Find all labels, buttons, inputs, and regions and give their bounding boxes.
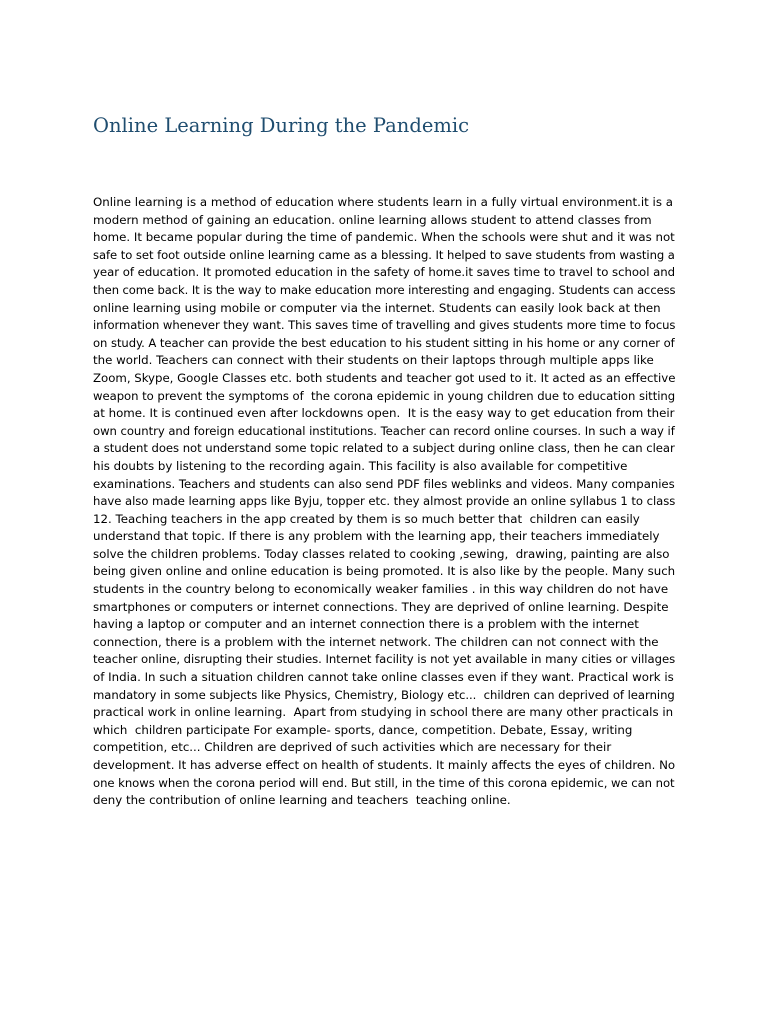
paragraph-line: one knows when the corona period will end. But still, in the time of this corona epidemic, we can not (93, 775, 675, 790)
paragraph-line: the world. Teachers can connect with their students on their laptops through multiple apps like (93, 353, 654, 368)
paragraph-line: online learning using mobile or computer via the internet. Students can easily look back at then (93, 300, 661, 315)
paragraph-line: 12. Teaching teachers in the app created by them is so much better that children can easily (93, 511, 640, 526)
paragraph-line: understand that topic. If there is any problem with the learning app, their teachers immediately (93, 529, 660, 544)
paragraph-line: information whenever they want. This saves time of travelling and gives students more time to focus (93, 318, 676, 333)
paragraph-line: mandatory in some subjects like Physics, Chemistry, Biology etc... children can deprived of learning (93, 687, 675, 702)
paragraph-line: teacher online, disrupting their studies. Internet facility is not yet available in many cities or villages (93, 652, 676, 667)
paragraph-line: home. It became popular during the time of pandemic. When the schools were shut and it was not (93, 230, 675, 245)
paragraph-line: examinations. Teachers and students can also send PDF files weblinks and videos. Many companies (93, 476, 675, 491)
paragraph-line: then come back. It is the way to make education more interesting and engaging. Students can access (93, 282, 676, 297)
paragraph-line: Online learning is a method of education where students learn in a fully virtual environment.it is a (93, 195, 673, 209)
paragraph-line: safe to set foot outside online learning came as a blessing. It helped to save students from wasting a (93, 247, 675, 262)
paragraph-line: deny the contribution of online learning and teachers teaching online. (93, 793, 511, 808)
document-title: Online Learning During the Pandemic (93, 114, 470, 137)
paragraph-line: which children participate For example- sports, dance, competition. Debate, Essay, writing (93, 722, 633, 737)
paragraph-line: having a laptop or computer and an internet connection there is a problem with the internet (93, 617, 639, 632)
paragraph-line: year of education. It promoted education in the safety of home.it saves time to travel to school and (93, 265, 676, 280)
paragraph-line: have also made learning apps like Byju, topper etc. they almost provide an online syllabus 1 to class (93, 494, 676, 509)
document-body (93, 194, 675, 810)
paragraph-line: development. It has adverse effect on health of students. It mainly affects the eyes of children. No (93, 758, 676, 772)
paragraph-line: own country and foreign educational institutions. Teacher can record online courses. In such a way if (93, 423, 675, 438)
paragraph-line: at home. It is continued even after lockdowns open. It is the easy way to get education from their (93, 406, 675, 421)
paragraph-line: practical work in online learning. Apart from studying in school there are many other practicals in (93, 705, 674, 720)
paragraph-line: a student does not understand some topic related to a subject during online class, then he can clear (93, 441, 675, 456)
paragraph-line: his doubts by listening to the recording again. This facility is also available for competitive (93, 458, 628, 473)
paragraph-line: modern method of gaining an education. online learning allows student to attend classes from (93, 212, 652, 227)
paragraph-line: competition, etc... Children are deprived of such activities which are necessary for their (93, 740, 612, 755)
paragraph-line: solve the children problems. Today classes related to cooking ,sewing, drawing, painting are also (93, 546, 670, 561)
paragraph-line: on study. A teacher can provide the best education to his student sitting in his home or any corner of (93, 335, 675, 350)
paragraph-line: connection, there is a problem with the internet network. The children can not connect with the (93, 634, 659, 649)
paragraph-line: Zoom, Skype, Google Classes etc. both students and teacher got used to it. It acted as an effective (93, 370, 676, 385)
paragraph-line: students in the country belong to economically weaker families . in this way children do not have (93, 582, 669, 597)
paragraph-line: weapon to prevent the symptoms of the corona epidemic in young children due to education sitting (93, 388, 676, 403)
paragraph-line: being given online and online education is being promoted. It is also like by the people. Many such (93, 564, 676, 579)
paragraph-line: of India. In such a situation children cannot take online classes even if they want. Practical work is (93, 670, 674, 685)
paragraph-line: smartphones or computers or internet connections. They are deprived of online learning. Despite (93, 599, 669, 614)
